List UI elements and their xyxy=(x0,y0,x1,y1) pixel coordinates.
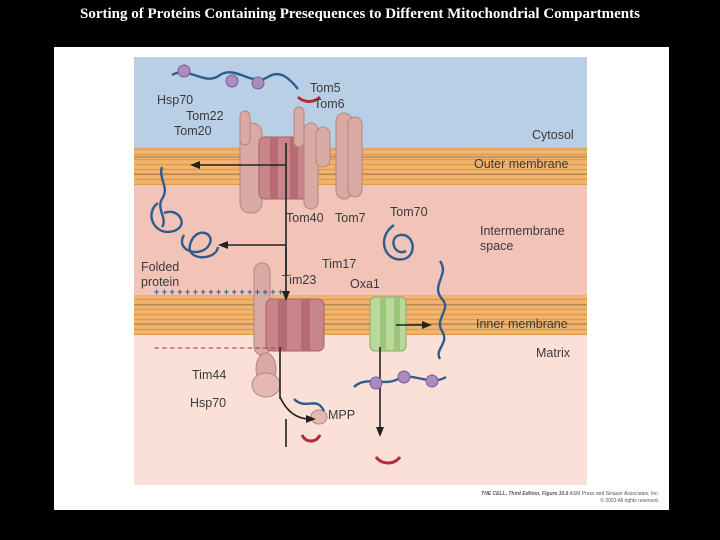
label-folded-1: Folded xyxy=(141,260,180,274)
label-tom70: Tom70 xyxy=(390,205,428,219)
label-tom6: Tom6 xyxy=(314,97,345,111)
label-tom7: Tom7 xyxy=(335,211,366,225)
label-intermembrane-1: Intermembrane xyxy=(480,224,565,238)
label-intermembrane-2: space xyxy=(480,239,514,253)
figure-panel xyxy=(54,47,669,510)
label-hsp70-top: Hsp70 xyxy=(157,93,194,107)
figure-credit xyxy=(481,491,659,505)
label-tom22: Tom22 xyxy=(186,109,224,123)
credit-copyright: © 2003 All rights reserved. xyxy=(600,498,659,504)
tom70-receptor xyxy=(336,113,362,199)
credit-publisher: ASM Press and Sinauer Associates, Inc. xyxy=(569,491,659,497)
slide-title: Sorting of Proteins Containing Presequences to Different Mitochondrial Compartments xyxy=(80,6,640,22)
label-hsp70-bottom: Hsp70 xyxy=(190,396,227,410)
label-tom20: Tom20 xyxy=(174,124,212,138)
oxa1-translocase xyxy=(370,297,406,351)
label-tim17: Tim17 xyxy=(322,257,357,271)
matrix-region xyxy=(134,335,587,485)
label-cytosol: Cytosol xyxy=(532,128,574,142)
svg-text:+ + + + + + + + +: + + + + + + + + + + + + + + + + + xyxy=(154,287,284,297)
label-tim23: Tim23 xyxy=(282,273,317,287)
mpp-protease xyxy=(311,410,327,424)
label-outer-membrane: Outer membrane xyxy=(474,157,569,171)
label-folded-2: protein xyxy=(141,275,180,289)
label-tom40: Tom40 xyxy=(286,211,324,225)
label-oxa1: Oxa1 xyxy=(350,277,380,291)
label-tim44: Tim44 xyxy=(192,368,227,382)
label-inner-membrane: Inner membrane xyxy=(476,317,568,331)
mitochondrial-import-diagram xyxy=(54,47,669,510)
credit-figure: THE CELL, Third Edition, Figure 10.6 xyxy=(481,491,569,497)
svg-text:− − − − − − − − −: − − − − − − − − − − − − − − − − − xyxy=(154,343,284,353)
tom22-arm xyxy=(240,111,250,145)
label-mpp: MPP xyxy=(328,408,356,422)
label-matrix: Matrix xyxy=(536,346,571,360)
label-tom5: Tom5 xyxy=(310,81,341,95)
